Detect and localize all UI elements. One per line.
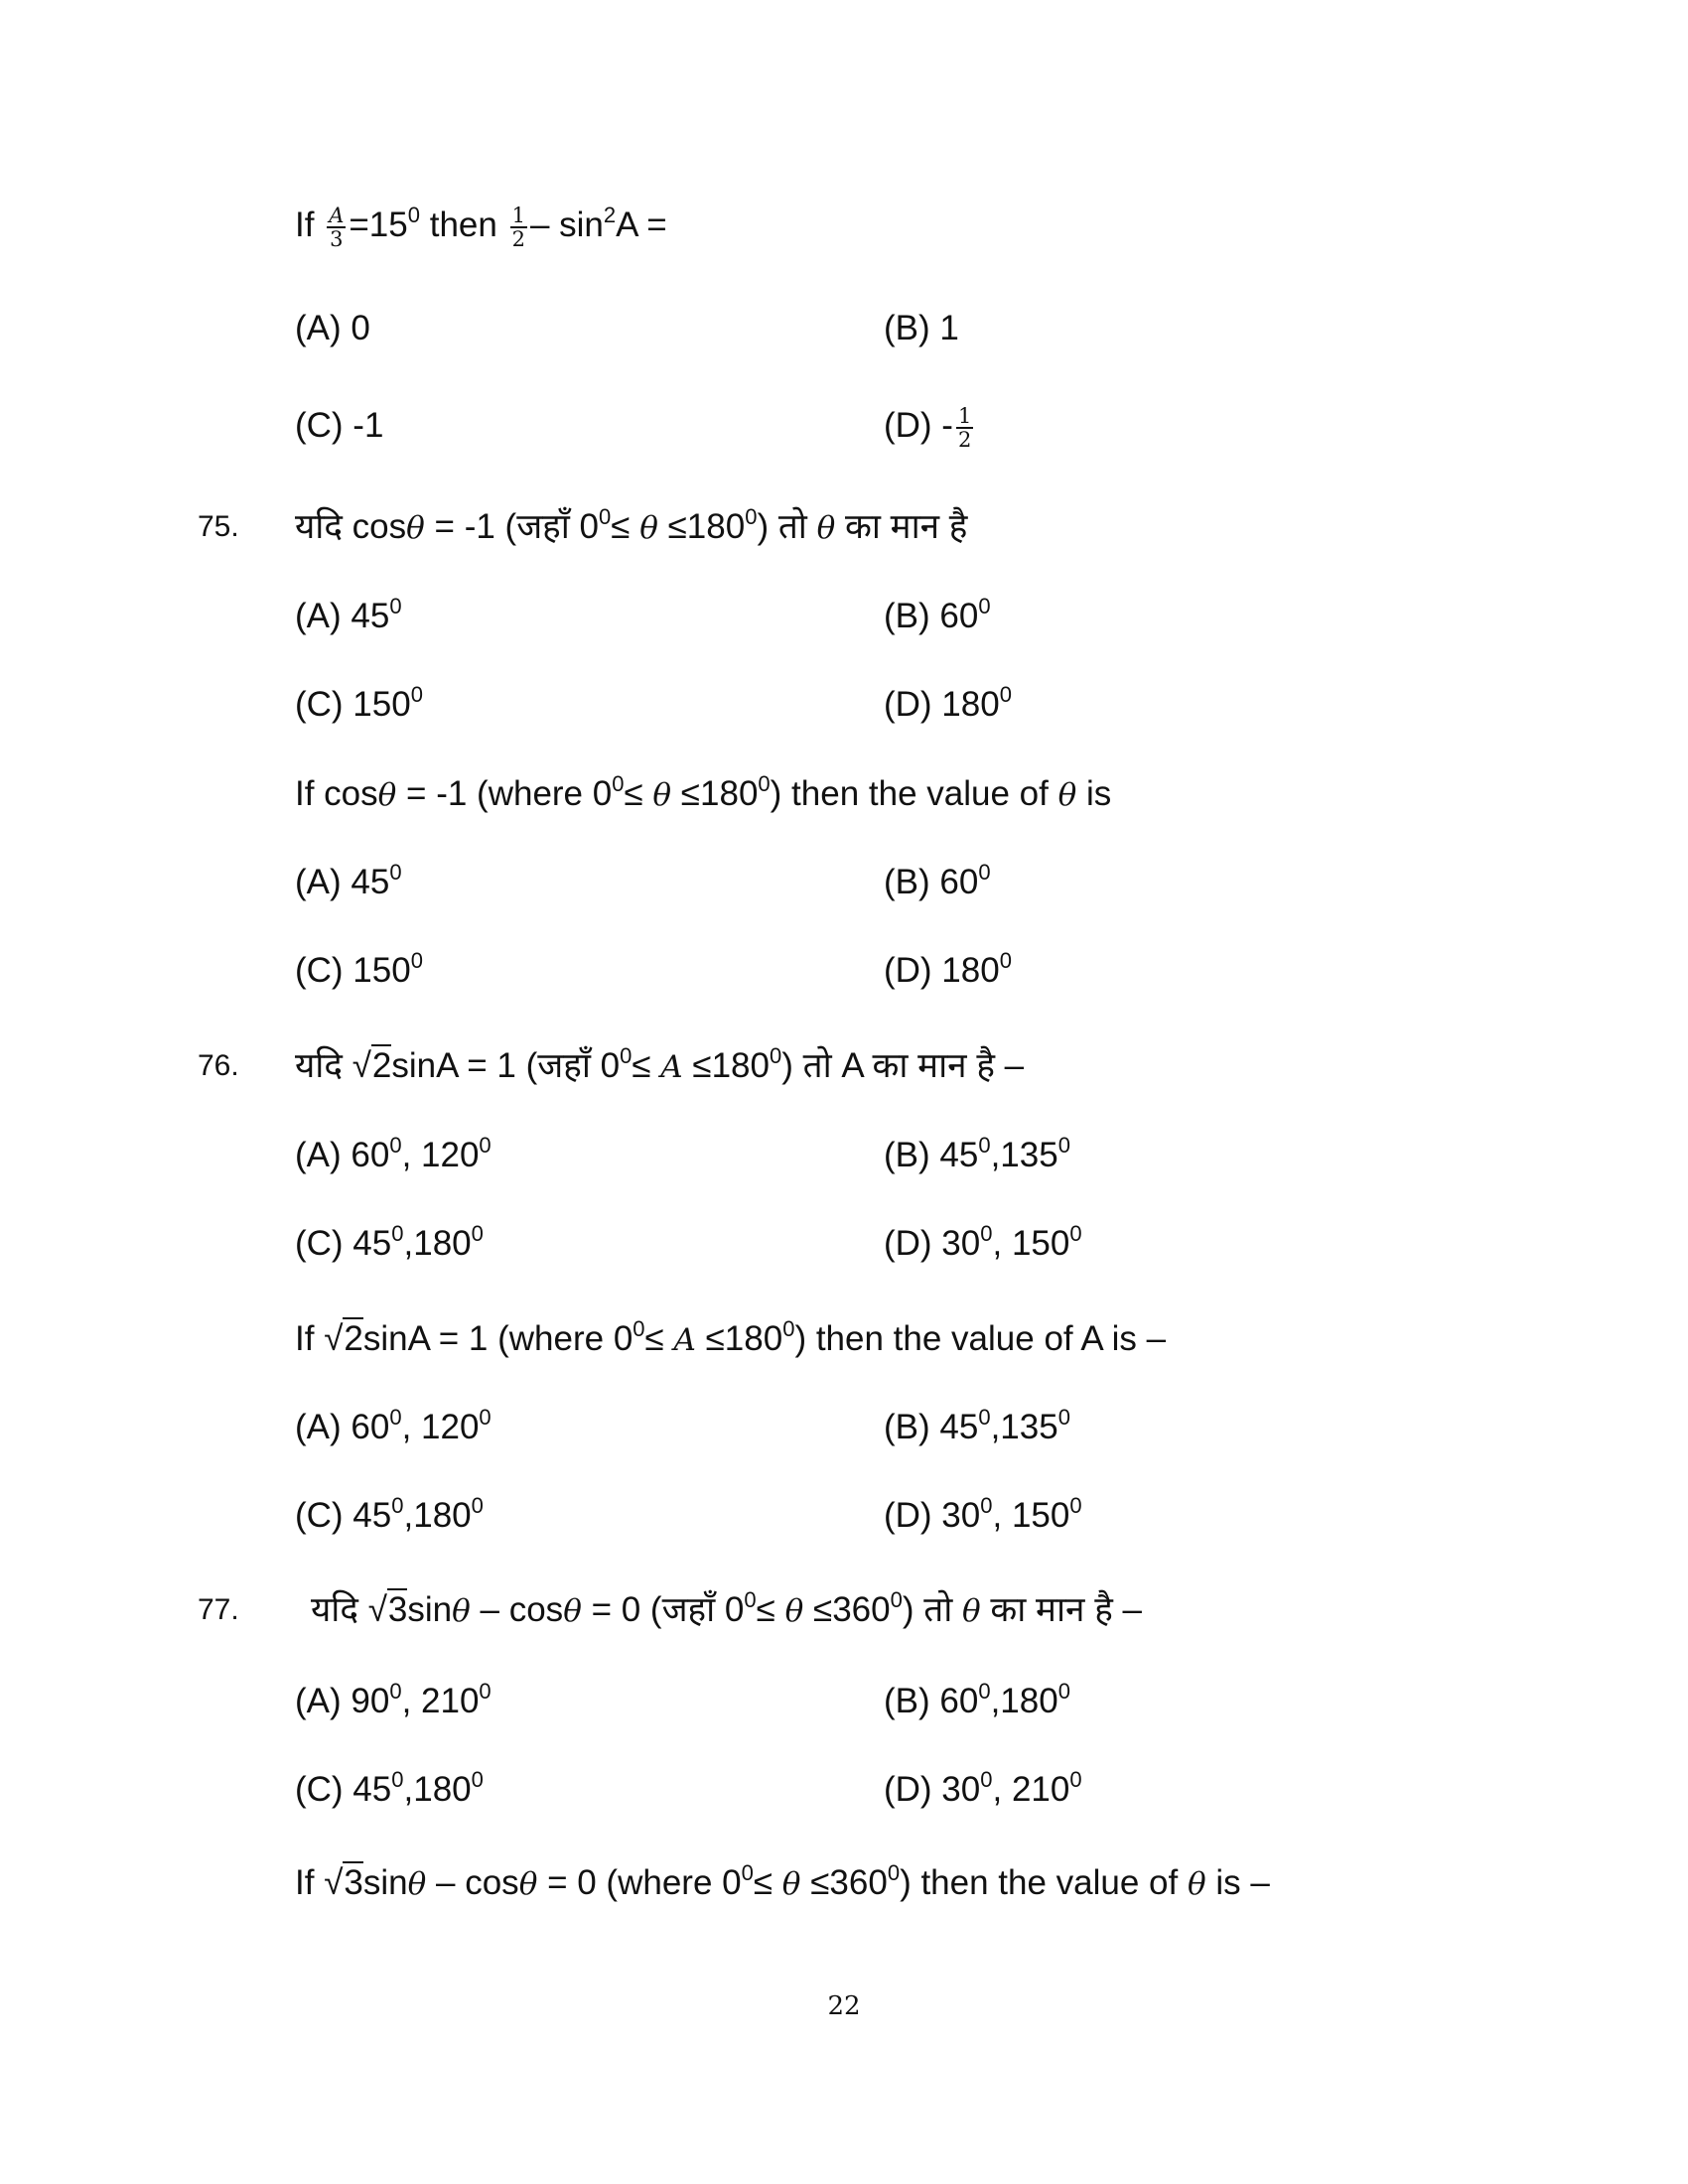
option-d: (D) $30^0$, $150^0$ xyxy=(884,1221,1082,1263)
square-root-symbol: √3 xyxy=(367,1590,408,1629)
option-d: (D) - $\frac{1}{2}$ xyxy=(884,403,972,452)
question-75-hindi-text: यदि cosθ = -1 (जहाँ $0^0\le \theta \le 180^0$) तो θ का मान है xyxy=(295,504,968,546)
option-a: (A) $90^0$, $210^0$ xyxy=(295,1679,492,1720)
option-c: (C) $45^0,180^0$ xyxy=(295,1493,484,1535)
text: If xyxy=(295,205,315,244)
question-76-english-text: If √2sinA = 1 (where $0^0\le A \le 180^0$) then the value of A is – xyxy=(295,1317,1166,1362)
square-root-symbol: √3 xyxy=(324,1863,363,1902)
fraction-one-half: $\frac{1}{2}$ xyxy=(511,203,525,251)
option-b: (B) $45^0,135^0$ xyxy=(884,1133,1070,1174)
option-b: (B) $60^0,180^0$ xyxy=(884,1679,1070,1720)
option-a: (A) $45^0$ xyxy=(295,860,402,901)
question-75-english-text: If cosθ = -1 (where $0^0\le \theta \le 180^0$) then the value of θ is xyxy=(295,771,1112,813)
question-77-english-text: If √3sinθ – cosθ = 0 (where $0^0\le \theta \le 360^0$) then the value of θ is – xyxy=(295,1861,1270,1906)
option-c: (C) $150^0$ xyxy=(295,682,423,724)
question-number: 77. xyxy=(198,1593,239,1626)
question-77-hindi-text: यदि √3sinθ – cosθ = 0 (जहाँ $0^0\le \theta \le 360^0$) तो θ का मान है – xyxy=(311,1588,1142,1633)
option-d: (D) $30^0$, $210^0$ xyxy=(884,1767,1082,1809)
square-root-symbol: √2 xyxy=(352,1046,392,1085)
option-b: (B) 1 xyxy=(884,309,959,347)
option-a: (A) 0 xyxy=(295,309,370,347)
option-c: (C) $150^0$ xyxy=(295,948,423,990)
question-number: 76. xyxy=(198,1049,239,1082)
fraction-a-over-3: $\frac{A}{3}$ xyxy=(329,203,345,251)
option-c: (C) $45^0,180^0$ xyxy=(295,1767,484,1809)
option-b: (B) $60^0$ xyxy=(884,860,991,901)
square-root-symbol: √2 xyxy=(324,1319,363,1358)
option-c: (C) $45^0,180^0$ xyxy=(295,1221,484,1263)
option-a: (A) $60^0$, $120^0$ xyxy=(295,1405,492,1446)
question-76-hindi-text: यदि √2sinA = 1 (जहाँ $0^0\le A \le 180^0$) तो A का मान है – xyxy=(295,1044,1024,1089)
option-b: (B) $45^0,135^0$ xyxy=(884,1405,1070,1446)
page-number: 22 xyxy=(827,1991,861,2021)
option-b: (B) $60^0$ xyxy=(884,594,991,635)
option-c: (C) -1 xyxy=(295,406,384,445)
option-d: (D) $180^0$ xyxy=(884,682,1012,724)
option-d: (D) $180^0$ xyxy=(884,948,1012,990)
option-a: (A) $45^0$ xyxy=(295,594,402,635)
question-74-english-text: If $\frac{A}{3}$ $=15^0$ then $\frac{1}{2}$ – $\sin^2A$ = xyxy=(295,203,667,251)
option-a: (A) $60^0$, $120^0$ xyxy=(295,1133,492,1174)
question-number: 75. xyxy=(198,510,239,543)
fraction-one-half: $\frac{1}{2}$ xyxy=(957,403,972,452)
option-d: (D) $30^0$, $150^0$ xyxy=(884,1493,1082,1535)
